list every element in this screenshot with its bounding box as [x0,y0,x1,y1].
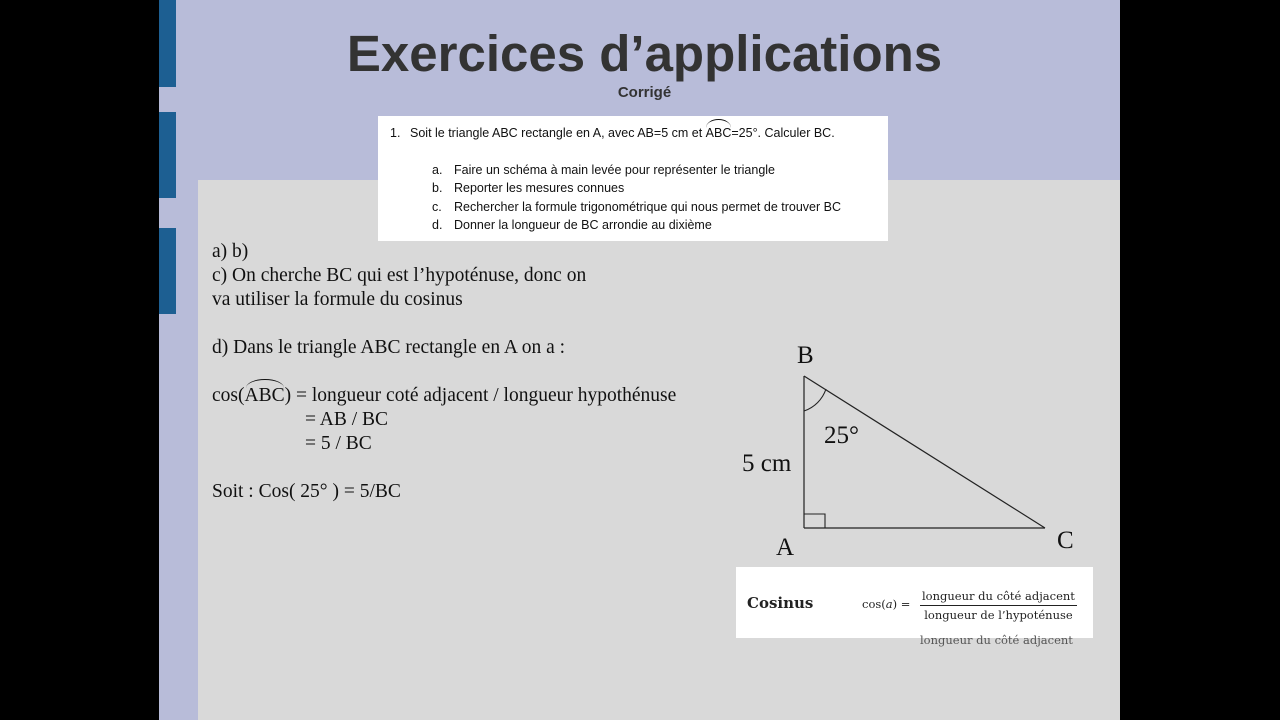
vertex-label-c: C [1057,527,1074,554]
cosine-formula-image [736,567,1093,647]
solution-text [212,240,772,504]
accent-bar [159,112,176,198]
formula-name: Cosinus [747,594,814,612]
equation-line: = AB / BC [305,409,389,430]
cropped-formula-text: longueur du côté adjacent [920,633,1073,647]
exercise-step [432,218,712,232]
accent-bar [159,228,176,314]
slide-title: Exercices d’applications [346,25,943,82]
exercise-number: 1. [390,126,401,140]
angle-abc: ABC [244,385,285,406]
statement-text: Soit le triangle ABC rectangle en A, avec AB=5 cm et [410,126,706,140]
formula-fraction [920,589,1077,622]
step-letter: b. [432,181,443,195]
cos-suffix: ) [284,385,292,406]
angle-arc [804,389,826,411]
angle-abc: ABC [705,126,732,140]
blank-line [212,312,772,336]
equation-line: = 5 / BC [305,433,372,454]
solution-line: a) b) [212,241,249,262]
exercise-statement-image [378,116,888,241]
solution-line: c) On cherche BC qui est l’hypoténuse, donc on [212,265,587,286]
step-letter: c. [432,200,442,214]
slide-subtitle: Corrigé [617,84,672,101]
blank-line [212,456,772,480]
side-bc [804,376,1045,528]
formula-func: cos( [862,597,886,611]
triangle-diagram [729,330,1089,560]
result-line: Soit : Cos( 25° ) = 5/BC [212,481,401,502]
formula-variable: a [885,597,893,611]
equation-text: = longueur coté adjacent / longueur hypothénuse [291,385,677,406]
formula-lhs [862,597,910,611]
side-length-label: 5 cm [742,450,792,477]
blank-line [212,360,772,384]
cos-prefix: cos( [212,385,245,406]
statement-text: =25°. Calculer BC. [731,126,835,140]
angle-label: 25° [824,422,859,449]
step-text: Reporter les mesures connues [454,181,625,195]
slide [159,0,1120,720]
cosine-equation [212,384,772,408]
vertex-label-a: A [776,534,795,561]
exercise-step [432,163,775,177]
right-angle-mark [804,514,825,528]
exercise-statement [390,126,835,140]
formula-numerator: longueur du côté adjacent [920,589,1077,606]
step-text: Rechercher la formule trigonométrique qui nous permet de trouver BC [454,200,841,214]
solution-line: va utiliser la formule du cosinus [212,289,463,310]
exercise-step [432,181,624,195]
exercise-step [432,200,841,214]
formula-equals: ) = [892,597,911,611]
step-letter: a. [432,163,443,177]
step-text: Faire un schéma à main levée pour représenter le triangle [454,163,776,177]
step-text: Donner la longueur de BC arrondie au dixième [454,218,712,232]
step-letter: d. [432,218,443,232]
vertex-label-b: B [797,342,814,369]
formula-denominator: longueur de l’hypoténuse [924,608,1073,622]
solution-line: d) Dans le triangle ABC rectangle en A on a : [212,337,566,358]
